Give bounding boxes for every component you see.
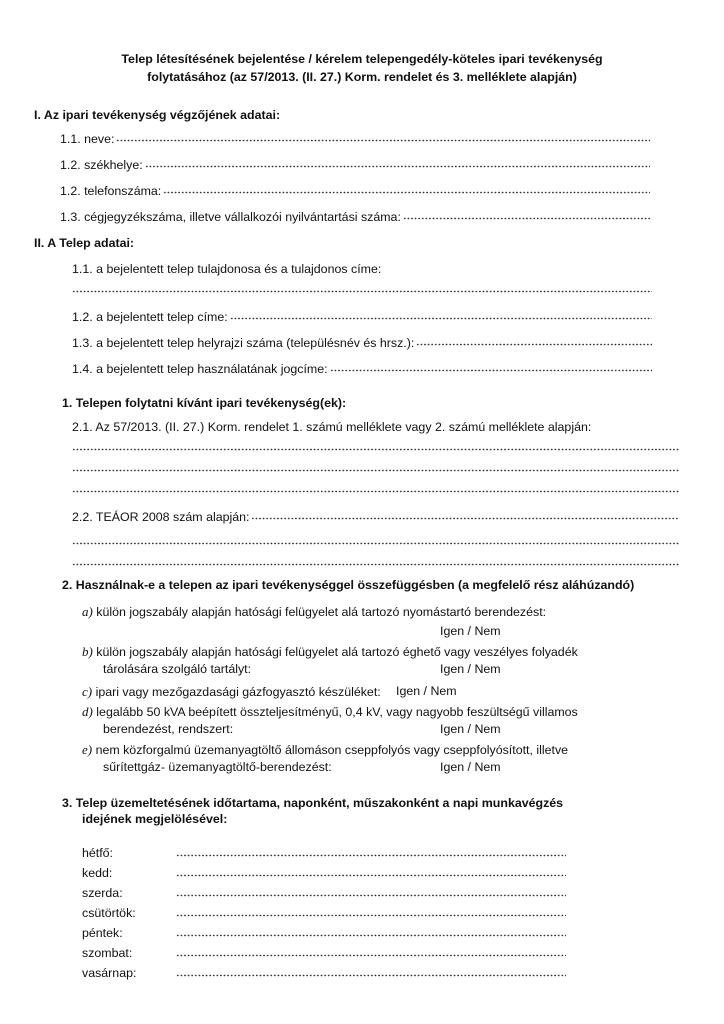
option-text: külön jogszabály alapján hatósági felügyelet alá tartozó nyomástartó berendezést: (96, 605, 547, 619)
fill-line-site-owner[interactable] (72, 285, 652, 294)
section-1-heading: I. Az ipari tevékenység végzőjének adatai: (34, 108, 281, 122)
field-label-site-owner: 1.1. a bejelentett telep tulajdonosa és a tulajdonos címe: (72, 262, 382, 276)
schedule-fill-friday[interactable] (176, 929, 566, 938)
equipment-option-d-line2: berendezést, rendszert: (103, 722, 234, 736)
field-label: 1.1. neve: (60, 132, 115, 146)
schedule-day-label: szombat: (82, 946, 133, 960)
option-letter: c) (82, 684, 93, 699)
field-teaor-number[interactable] (72, 510, 678, 525)
fill-line (251, 512, 678, 521)
equipment-option-b-line2: tárolására szolgáló tartályt: (103, 662, 252, 676)
field-label: 1.2. telefonszáma: (60, 184, 162, 198)
schedule-day-label: szerda: (82, 886, 123, 900)
equipment-answer-b[interactable]: Igen / Nem (440, 662, 501, 676)
schedule-heading-line-2: idejének megjelölésével: (82, 812, 228, 826)
field-label: 1.3. cégjegyzékszáma, illetve vállalkozói nyilvántartási száma: (60, 210, 401, 224)
schedule-day-label: kedd: (82, 866, 113, 880)
schedule-fill-monday[interactable] (176, 849, 566, 858)
fill-line (230, 312, 652, 321)
fill-line-activity-2[interactable] (72, 464, 680, 473)
schedule-day-label: csütörtök: (82, 906, 136, 920)
fill-line-teaor-2[interactable] (72, 558, 680, 567)
fill-line-teaor-1[interactable] (72, 537, 680, 546)
field-site-use-title[interactable] (72, 362, 652, 377)
equipment-option-a (82, 604, 546, 620)
equipment-option-c (82, 684, 381, 700)
field-operator-name[interactable] (60, 132, 650, 147)
option-text: legalább 50 kVA beépített összteljesítményű, 0,4 kV, vagy nagyobb feszültségű villamos (96, 705, 578, 719)
schedule-day-label: péntek: (82, 926, 123, 940)
schedule-day-label: vasárnap: (82, 966, 137, 980)
fill-line (116, 134, 650, 143)
fill-line (145, 160, 650, 169)
fill-line (330, 364, 652, 373)
field-label: 1.2. a bejelentett telep címe: (72, 310, 228, 324)
schedule-fill-thursday[interactable] (176, 909, 566, 918)
equipment-option-e (82, 742, 568, 758)
equipment-option-b (82, 644, 578, 660)
field-site-parcel-number[interactable] (72, 336, 652, 351)
field-registration-number[interactable] (60, 210, 650, 225)
equipment-option-d (82, 704, 578, 720)
field-label: 2.2. TEÁOR 2008 szám alapján: (72, 510, 250, 524)
field-label: 1.2. székhelye: (60, 158, 143, 172)
equipment-answer-e[interactable]: Igen / Nem (440, 760, 501, 774)
field-operator-seat[interactable] (60, 158, 650, 173)
fill-line (416, 338, 652, 347)
option-letter: e) (82, 742, 93, 757)
field-label-activity-annex: 2.1. Az 57/2013. (II. 27.) Korm. rendelet 1. számú melléklete vagy 2. számú melléklete alapján: (72, 420, 592, 434)
equipment-answer-c[interactable]: Igen / Nem (396, 684, 457, 698)
field-site-address[interactable] (72, 310, 652, 325)
equipment-option-e-line2: sűrítettgáz- üzemanyagtöltő-berendezést: (103, 760, 332, 774)
schedule-fill-saturday[interactable] (176, 949, 566, 958)
field-label: 1.4. a bejelentett telep használatának jogcíme: (72, 362, 328, 376)
fill-line (403, 212, 650, 221)
schedule-fill-sunday[interactable] (176, 969, 566, 978)
schedule-day-label: hétfő: (82, 846, 114, 860)
field-operator-phone[interactable] (60, 184, 650, 199)
schedule-fill-tuesday[interactable] (176, 869, 566, 878)
fill-line-activity-1[interactable] (72, 443, 680, 452)
option-letter: d) (82, 704, 93, 719)
equipment-answer-d[interactable]: Igen / Nem (440, 722, 501, 736)
field-label: 1.3. a bejelentett telep helyrajzi száma (településnév és hrsz.): (72, 336, 415, 350)
option-letter: b) (82, 644, 93, 659)
title-line-1: Telep létesítésének bejelentése / kérelem telepengedély-köteles ipari tevékenység (121, 52, 603, 66)
schedule-heading-line-1: 3. Telep üzemeltetésének időtartama, naponként, műszakonként a napi munkavégzés (62, 796, 564, 810)
equipment-heading: 2. Használnak-e a telepen az ipari tevékenységgel összefüggésben (a megfelelő rész aláhúzandó) (62, 578, 635, 592)
fill-line (163, 186, 650, 195)
option-text: külön jogszabály alapján hatósági felügyelet alá tartozó éghető vagy veszélyes folyadék (96, 645, 578, 659)
schedule-fill-wednesday[interactable] (176, 889, 566, 898)
option-text: ipari vagy mezőgazdasági gázfogyasztó készüléket: (95, 685, 381, 699)
option-letter: a) (82, 604, 93, 619)
activity-heading: 1. Telepen folytatni kívánt ipari tevékenység(ek): (62, 396, 347, 410)
title-line-2: folytatásához (az 57/2013. (II. 27.) Korm. rendelet és 3. melléklete alapján) (147, 70, 577, 84)
option-text: nem közforgalmú üzemanyagtöltő állomáson cseppfolyós vagy cseppfolyósított, illetve (95, 743, 569, 757)
fill-line-activity-3[interactable] (72, 485, 680, 494)
section-2-heading: II. A Telep adatai: (34, 236, 135, 250)
equipment-answer-a[interactable]: Igen / Nem (440, 624, 501, 638)
